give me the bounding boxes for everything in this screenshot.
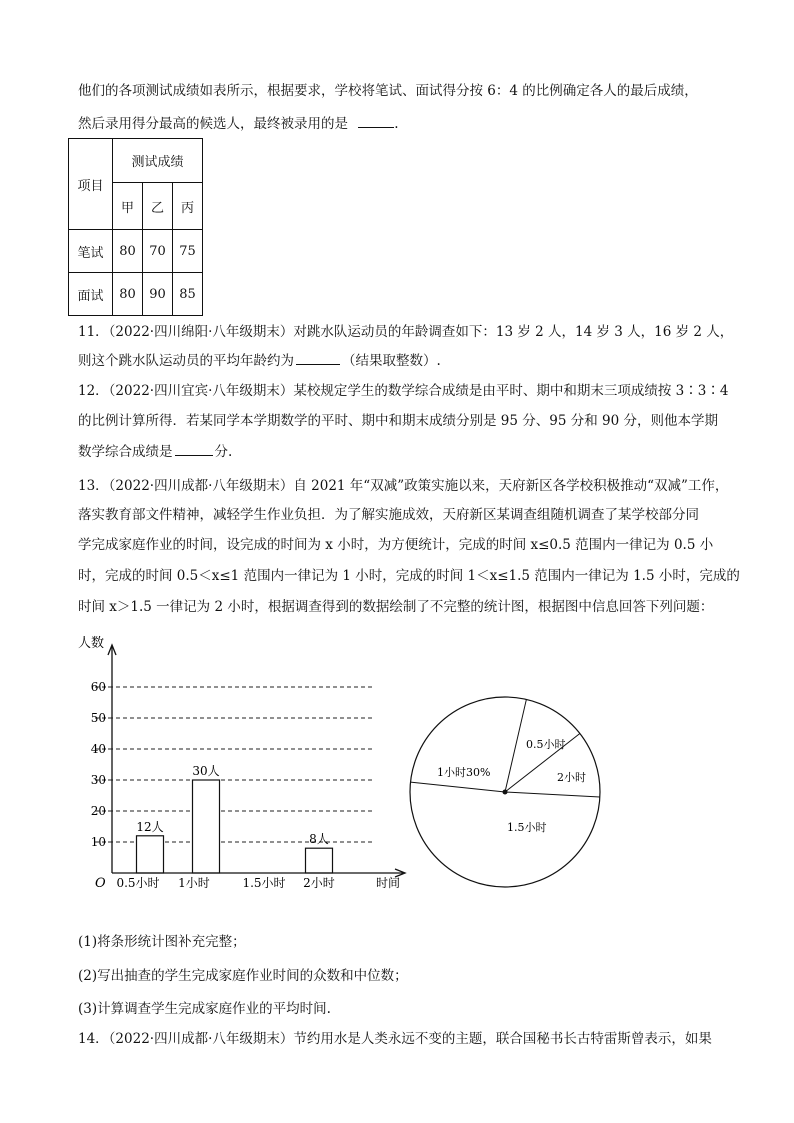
score-table xyxy=(68,138,203,316)
pie-center-dot xyxy=(503,790,508,795)
answer-blank-12[interactable] xyxy=(175,441,213,456)
bar xyxy=(193,780,220,873)
table-cell: 85 xyxy=(173,273,203,316)
q13-line-5: 时间 x＞1.5 一律记为 2 小时，根据调查得到的数据绘制了不完整的统计图，根据图中信息回答下列问题： xyxy=(78,599,714,615)
pie-label-1-5h: 1.5小时 xyxy=(507,821,547,834)
table-row xyxy=(69,230,203,273)
table-cell: 80 xyxy=(113,273,143,316)
y-tick-label: 10 xyxy=(90,835,106,849)
intro-line-1: 他们的各项测试成绩如表所示，根据要求，学校将笔试、面试得分按 6：4 的比例确定各人的最后成绩， xyxy=(78,83,698,99)
bar xyxy=(137,836,164,873)
table-header-item: 项目 xyxy=(69,139,113,230)
x-tick-label: 0.5小时 xyxy=(116,876,160,890)
y-tick-label: 60 xyxy=(90,680,106,694)
q11-line-1: 11．（2022·四川绵阳·八年级期末）对跳水队运动员的年龄调查如下：13 岁 2 人，14 岁 3 人，16 岁 2 人， xyxy=(78,324,734,340)
x-tick-label: 2小时 xyxy=(303,876,335,890)
y-axis-label: 人数 xyxy=(78,636,105,651)
table-cell: 90 xyxy=(143,273,173,316)
x-tick-label: 1.5小时 xyxy=(242,876,286,890)
y-tick-label: 40 xyxy=(90,742,106,756)
answer-blank-11[interactable] xyxy=(296,350,340,365)
y-tick-label: 30 xyxy=(90,773,106,787)
q13-sub-3: (3)计算调查学生完成家庭作业的平均时间. xyxy=(78,1001,331,1017)
y-tick-label: 50 xyxy=(90,711,106,725)
row-label: 笔试 xyxy=(69,230,113,273)
intro-line-2 xyxy=(78,113,399,134)
pie-label-1h: 1小时30% xyxy=(437,766,491,779)
q12-text-b: 分. xyxy=(214,444,233,460)
q11-line-2 xyxy=(78,350,441,371)
q13-line-4: 时，完成的时间 0.5＜x≤1 范围内一律记为 1 小时，完成的时间 1＜x≤1.5 范围内一律记为 1.5 小时，完成的 xyxy=(78,568,740,584)
q12-text-a: 数学综合成绩是 xyxy=(78,444,173,460)
pie-label-2h: 2小时 xyxy=(557,771,586,784)
bar-data-label: 12人 xyxy=(136,819,164,834)
q12-line-1: 12．（2022·四川宜宾·八年级期末）某校规定学生的数学综合成绩是由平时、期中和期末三项成绩按 3∶3∶4 xyxy=(78,383,729,399)
intro-line-2-end: . xyxy=(394,116,399,132)
table-cell: 70 xyxy=(143,230,173,273)
answer-blank-10[interactable] xyxy=(358,113,394,128)
intro-line-2-text: 然后录用得分最高的候选人，最终被录用的是 xyxy=(78,116,348,132)
table-header-candidate: 丙 xyxy=(173,183,203,230)
q13-sub-1: (1)将条形统计图补充完整； xyxy=(78,934,246,950)
q13-line-2: 落实教育部文件精神，减轻学生作业负担．为了解实施成效，天府新区某调查组随机调查了某学校部分同 xyxy=(78,507,699,523)
table-header-candidate: 甲 xyxy=(113,183,143,230)
row-label: 面试 xyxy=(69,273,113,316)
q13-sub-2: (2)写出抽查的学生完成家庭作业时间的众数和中位数； xyxy=(78,968,408,984)
x-tick-label: 1小时 xyxy=(178,876,210,890)
table-cell: 75 xyxy=(173,230,203,273)
bar-data-label: 8人 xyxy=(309,832,329,847)
origin-label: O xyxy=(95,876,106,891)
pie-label-0-5h: 0.5小时 xyxy=(526,738,566,751)
q11-text-b: （结果取整数）. xyxy=(342,353,441,369)
bar-chart xyxy=(60,625,420,900)
bar-data-label: 30人 xyxy=(192,764,220,778)
y-tick-label: 20 xyxy=(90,804,106,818)
q13-line-3: 学完成家庭作业的时间，设完成的时间为 x 小时，为方便统计，完成的时间 x≤0.5 范围内一律记为 0.5 小 xyxy=(78,537,714,553)
bar xyxy=(306,848,333,873)
pie-chart xyxy=(405,695,615,905)
table-cell: 80 xyxy=(113,230,143,273)
q12-line-3 xyxy=(78,441,232,462)
q14-line-1: 14．（2022·四川成都·八年级期末）节约用水是人类永远不变的主题，联合国秘书长古特雷斯曾表示，如果 xyxy=(78,1031,712,1047)
table-row xyxy=(69,273,203,316)
q13-line-1: 13．（2022·四川成都·八年级期末）自 2021 年“双减”政策实施以来，天府新区各学校积极推动“双减”工作， xyxy=(78,478,729,494)
table-header-group: 测试成绩 xyxy=(113,139,203,183)
q11-text-a: 则这个跳水队运动员的平均年龄约为 xyxy=(78,353,294,369)
q12-line-2: 的比例计算所得．若某同学本学期数学的平时、期中和期末成绩分别是 95 分、95 分和 90 分，则他本学期 xyxy=(78,413,718,429)
table-header-candidate: 乙 xyxy=(143,183,173,230)
x-axis-label: 时间 xyxy=(376,876,401,890)
